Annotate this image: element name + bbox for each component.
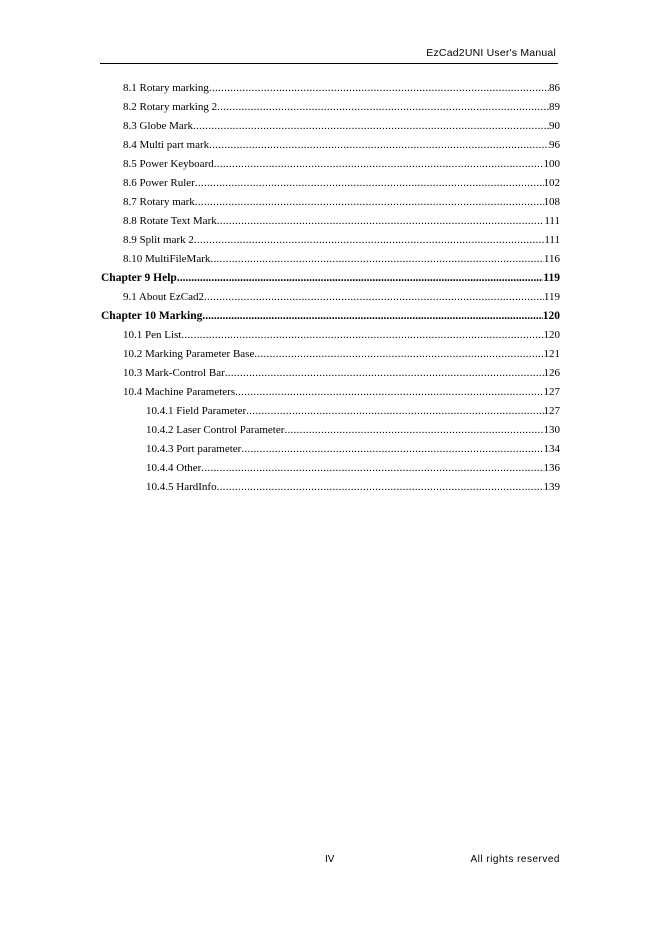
toc-entry[interactable]: [123, 174, 560, 190]
toc-dot-leader: [201, 461, 543, 475]
toc-entry[interactable]: [123, 79, 560, 95]
toc-entry-page: 108: [543, 196, 560, 208]
toc-entry-page: 96: [549, 139, 560, 151]
page-footer: [0, 852, 662, 868]
footer-page-number: IV: [325, 854, 335, 865]
toc-entry[interactable]: [146, 440, 560, 456]
toc-entry-page: 136: [543, 462, 560, 474]
toc-chapter-entry[interactable]: [101, 269, 560, 285]
toc-entry-page: 86: [549, 82, 560, 94]
toc-entry[interactable]: [123, 364, 560, 380]
toc-entry-title: 10.4.1 Field Parameter: [146, 405, 247, 417]
toc-dot-leader: [209, 81, 549, 95]
toc-dot-leader: [209, 138, 549, 152]
toc-entry-page: 127: [543, 386, 560, 398]
toc-dot-leader: [193, 119, 549, 133]
toc-entry-title: Chapter 9 Help: [101, 272, 177, 284]
toc-entry-title: 8.2 Rotary marking 2: [123, 101, 218, 113]
toc-entry-title: 8.7 Rotary mark: [123, 196, 195, 208]
toc-chapter-entry[interactable]: [101, 307, 560, 323]
toc-entry[interactable]: [146, 478, 560, 494]
header-title: EzCad2UNI User's Manual: [426, 47, 556, 59]
toc-entry-title: 8.10 MultiFileMark: [123, 253, 211, 265]
toc-dot-leader: [254, 347, 543, 361]
toc-dot-leader: [217, 100, 549, 114]
toc-dot-leader: [284, 423, 543, 437]
toc-entry[interactable]: [123, 155, 560, 171]
toc-entry-title: 8.9 Split mark 2: [123, 234, 194, 246]
toc-entry-page: 100: [543, 158, 560, 170]
toc-entry[interactable]: [123, 231, 560, 247]
toc-dot-leader: [241, 442, 543, 456]
running-header: [100, 44, 558, 64]
toc-dot-leader: [204, 290, 544, 304]
toc-entry-page: 121: [543, 348, 560, 360]
toc-entry-page: 116: [543, 253, 560, 265]
toc-dot-leader: [217, 480, 544, 494]
toc-entry-title: 8.8 Rotate Text Mark: [123, 215, 217, 227]
toc-entry-title: 8.5 Power Keyboard: [123, 158, 214, 170]
toc-entry[interactable]: [123, 98, 560, 114]
toc-entry-page: 119: [543, 291, 560, 303]
toc-entry-page: 102: [543, 177, 560, 189]
toc-entry-title: 8.4 Multi part mark: [123, 139, 210, 151]
toc-entry-title: 8.6 Power Ruler: [123, 177, 195, 189]
toc-entry[interactable]: [123, 345, 560, 361]
toc-entry-page: 126: [543, 367, 560, 379]
toc-entry-title: 10.4 Machine Parameters: [123, 386, 236, 398]
toc-entry[interactable]: [123, 288, 560, 304]
toc-dot-leader: [214, 157, 544, 171]
toc-entry[interactable]: [123, 250, 560, 266]
toc-dot-leader: [195, 195, 544, 209]
toc-entry-page: 111: [544, 234, 560, 246]
toc-entry-page: 127: [543, 405, 560, 417]
toc-entry-page: 120: [542, 310, 560, 322]
toc-entry-page: 119: [543, 272, 560, 284]
toc-entry-page: 89: [549, 101, 560, 113]
toc-entry-title: 10.4.4 Other: [146, 462, 202, 474]
toc-entry-page: 134: [543, 443, 560, 455]
toc-entry-title: 10.4.3 Port parameter: [146, 443, 242, 455]
toc-entry[interactable]: [123, 136, 560, 152]
footer-rights: All rights reserved: [470, 854, 560, 865]
toc-dot-leader: [217, 214, 545, 228]
toc-entry-title: 10.1 Pen List: [123, 329, 182, 341]
toc-dot-leader: [195, 176, 544, 190]
toc-dot-leader: [202, 309, 542, 323]
toc-entry[interactable]: [146, 402, 560, 418]
toc-entry[interactable]: [123, 193, 560, 209]
toc-entry[interactable]: [123, 212, 560, 228]
toc-entry-title: 10.4.2 Laser Control Parameter: [146, 424, 285, 436]
toc-entry-title: 9.1 About EzCad2: [123, 291, 204, 303]
toc-dot-leader: [181, 328, 543, 342]
toc-entry-title: 8.3 Globe Mark: [123, 120, 193, 132]
toc-dot-leader: [225, 366, 544, 380]
toc-entry-page: 120: [543, 329, 560, 341]
toc-entry-title: Chapter 10 Marking: [101, 310, 203, 322]
toc-dot-leader: [246, 404, 543, 418]
toc-entry-page: 90: [549, 120, 560, 132]
toc-dot-leader: [235, 385, 543, 399]
toc-entry[interactable]: [123, 383, 560, 399]
toc-entry-page: 139: [543, 481, 560, 493]
toc-entry-title: 10.3 Mark-Control Bar: [123, 367, 225, 379]
toc-entry-title: 10.2 Marking Parameter Base: [123, 348, 255, 360]
toc-entry[interactable]: [123, 117, 560, 133]
toc-entry-page: 111: [544, 215, 560, 227]
toc-entry[interactable]: [146, 459, 560, 475]
toc-entry[interactable]: [146, 421, 560, 437]
toc-dot-leader: [177, 271, 544, 285]
toc-entry-title: 10.4.5 HardInfo: [146, 481, 217, 493]
toc-dot-leader: [194, 233, 544, 247]
toc-entry-title: 8.1 Rotary marking: [123, 82, 209, 94]
toc-entry-page: 130: [543, 424, 560, 436]
toc-dot-leader: [210, 252, 544, 266]
toc-entry[interactable]: [123, 326, 560, 342]
